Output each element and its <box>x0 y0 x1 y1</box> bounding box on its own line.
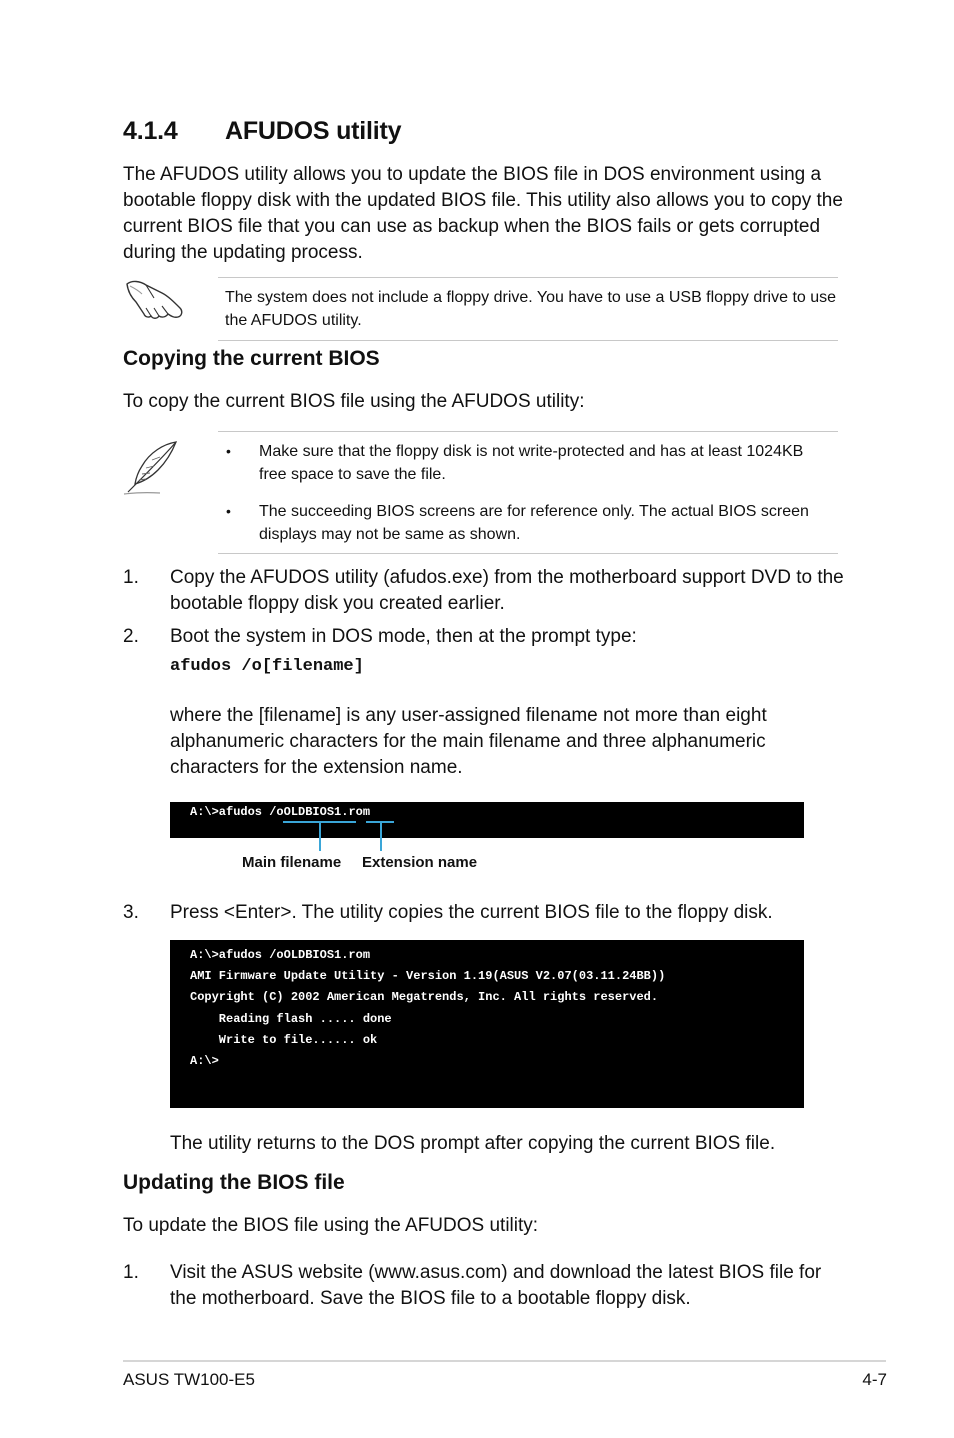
step-number: 2. <box>123 626 139 647</box>
pointing-hand-icon <box>124 276 186 324</box>
terminal-line <box>190 805 370 819</box>
command-prefix: A:\>afudos /o <box>190 805 284 819</box>
intro-paragraph: The AFUDOS utility allows you to update the BIOS file in DOS environment using a bootable floppy disk with the updated BIOS file. This utility also allows you to copy the current BIOS file that you can use as backup when the BIOS fails or gets corrupted during the updating process. <box>123 164 843 263</box>
dot-separator: . <box>341 805 349 819</box>
section-title: AFUDOS utility <box>225 117 402 145</box>
copy-heading: Copying the current BIOS <box>123 347 380 370</box>
update-heading: Updating the BIOS file <box>123 1171 345 1194</box>
update-lead: To update the BIOS file using the AFUDOS utility: <box>123 1215 539 1236</box>
terminal-command-example <box>170 802 804 838</box>
terminal-line: Reading flash ..... done <box>190 1012 392 1026</box>
step-text: Copy the AFUDOS utility (afudos.exe) from the motherboard support DVD to the bootable floppy disk you created earlier. <box>170 567 844 614</box>
bullet: • <box>226 443 231 459</box>
step-text: Visit the ASUS website (www.asus.com) and download the latest BIOS file for the motherboard. Save the BIOS file to a bootable floppy disk. <box>170 1262 822 1309</box>
step-number: 1. <box>123 1262 139 1283</box>
bullet: • <box>226 503 231 519</box>
note-item: Make sure that the floppy disk is not write-protected and has at least 1024KB free space to save the file. <box>259 443 804 483</box>
step-text: Press <Enter>. The utility copies the current BIOS file to the floppy disk. <box>170 902 773 923</box>
command-text: afudos /o[filename] <box>170 657 364 676</box>
terminal-line: AMI Firmware Update Utility - Version 1.19(ASUS V2.07(03.11.24BB)) <box>190 969 666 983</box>
copy-lead: To copy the current BIOS file using the AFUDOS utility: <box>123 391 585 412</box>
extension-name-label: Extension name <box>362 854 478 871</box>
after-copy-text: The utility returns to the DOS prompt after copying the current BIOS file. <box>170 1133 776 1154</box>
footer-divider <box>123 1360 886 1362</box>
extension-text: rom <box>348 805 371 819</box>
step-number: 1. <box>123 567 139 588</box>
section-heading <box>123 117 401 146</box>
section-number: 4.1.4 <box>123 117 178 145</box>
main-filename-leader <box>319 821 321 851</box>
step-number: 3. <box>123 902 139 923</box>
note-floppy-requirements <box>218 431 838 554</box>
main-filename-label: Main filename <box>242 854 342 871</box>
note-text: The system does not include a floppy drive. You have to use a USB floppy drive to use the AFUDOS utility. <box>225 289 837 329</box>
terminal-output <box>170 940 804 1108</box>
step-text: Boot the system in DOS mode, then at the prompt type: <box>170 626 637 647</box>
note-item: The succeeding BIOS screens are for reference only. The actual BIOS screen displays may not be same as shown. <box>259 503 809 543</box>
terminal-line: A:\> <box>190 1054 219 1068</box>
note-usb-floppy <box>218 277 838 341</box>
footer-page-number: 4-7 <box>862 1370 887 1389</box>
feather-pen-icon <box>120 438 182 498</box>
extension-leader <box>380 821 382 851</box>
filename-explanation: where the [filename] is any user-assigned filename not more than eight alphanumeric characters for the main filename and three alphanumeric characters for the extension name. <box>170 705 767 778</box>
footer-product: ASUS TW100-E5 <box>123 1370 255 1389</box>
terminal-line: Copyright (C) 2002 American Megatrends, Inc. All rights reserved. <box>190 990 659 1004</box>
terminal-line: A:\>afudos /oOLDBIOS1.rom <box>190 948 371 962</box>
terminal-line: Write to file...... ok <box>190 1033 378 1047</box>
main-filename-text: OLDBIOS1 <box>283 805 342 819</box>
